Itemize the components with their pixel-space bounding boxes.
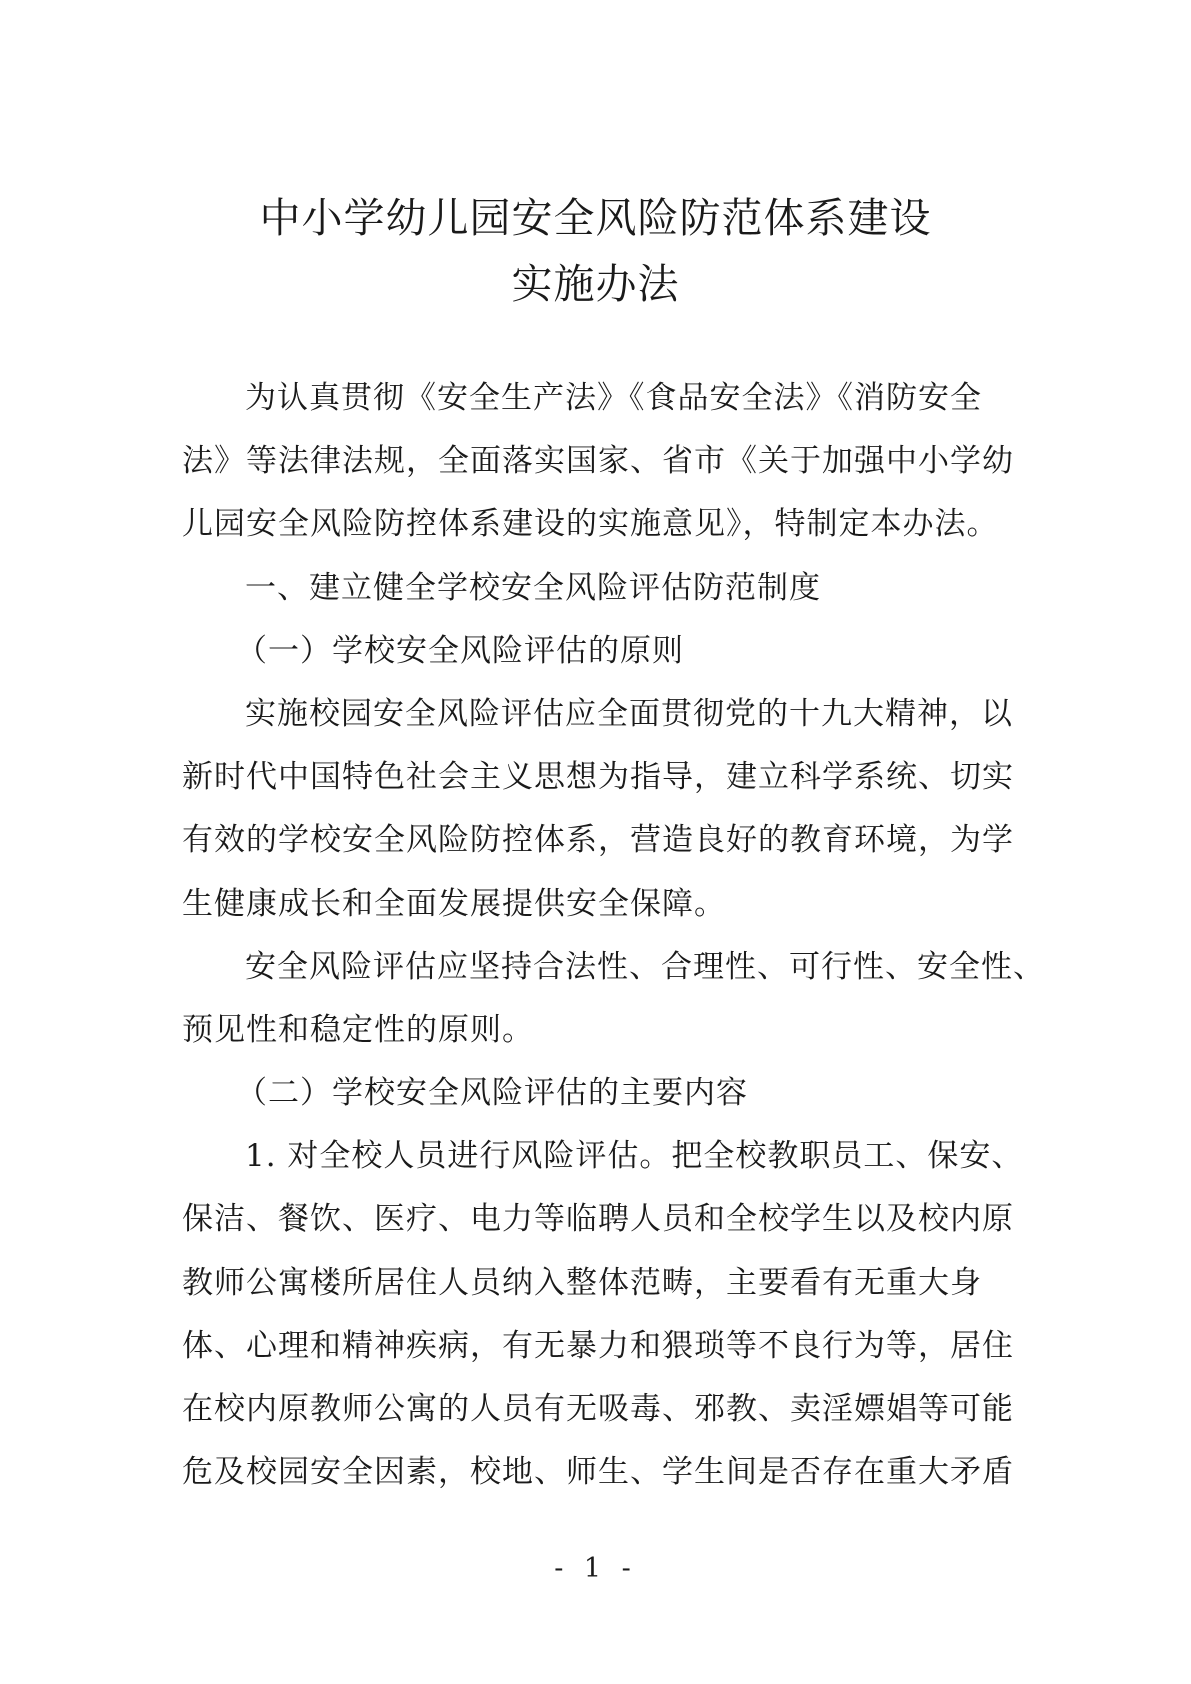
document-title-line-1: 中小学幼儿园安全风险防范体系建设 bbox=[259, 194, 932, 242]
body-line-18: 危及校园安全因素，校地、师生、学生间是否存在重大矛盾 bbox=[182, 1454, 1014, 1491]
document-body bbox=[182, 378, 1045, 1515]
body-line-17: 在校内原教师公寓的人员有无吸毒、邪教、卖淫嫖娼等可能 bbox=[182, 1391, 1014, 1427]
subsection-heading-2: （二）学校安全风险评估的主要内容 bbox=[236, 1075, 748, 1112]
body-line-6: 实施校园安全风险评估应全面贯彻党的十九大精神，以 bbox=[245, 695, 1013, 732]
body-line-11: 预见性和稳定性的原则。 bbox=[182, 1011, 534, 1048]
body-line-3: 儿园安全风险防控体系建设的实施意见》，特制定本办法。 bbox=[182, 506, 999, 543]
body-line-14: 保洁、餐饮、医疗、电力等临聘人员和全校学生以及校内原 bbox=[182, 1201, 1014, 1238]
section-heading-1: 一、建立健全学校安全风险评估防范制度 bbox=[245, 569, 821, 606]
body-line-2: 法》等法律法规，全面落实国家、省市《关于加强中小学幼 bbox=[182, 443, 1014, 480]
body-line-16: 体、心理和精神疾病，有无暴力和猥琐等不良行为等，居住 bbox=[182, 1327, 1014, 1364]
body-line-10: 安全风险评估应坚持合法性、合理性、可行性、安全性、 bbox=[245, 948, 1045, 985]
body-line-15: 教师公寓楼所居住人员纳入整体范畴，主要看有无重大身 bbox=[182, 1264, 982, 1301]
body-line-13: 1. 对全校人员进行风险评估。把全校教职员工、保安、 bbox=[245, 1138, 1024, 1175]
page-number: - 1 - bbox=[554, 1553, 637, 1584]
document-title-line-2: 实施办法 bbox=[511, 260, 680, 308]
body-line-9: 生健康成长和全面发展提供安全保障。 bbox=[182, 885, 726, 922]
subsection-heading-1: （一）学校安全风险评估的原则 bbox=[236, 632, 684, 669]
body-line-7: 新时代中国特色社会主义思想为指导，建立科学系统、切实 bbox=[182, 759, 1014, 796]
body-line-1: 为认真贯彻《安全生产法》《食品安全法》《消防安全 bbox=[245, 380, 982, 416]
body-line-8: 有效的学校安全风险防控体系，营造良好的教育环境，为学 bbox=[182, 822, 1014, 859]
